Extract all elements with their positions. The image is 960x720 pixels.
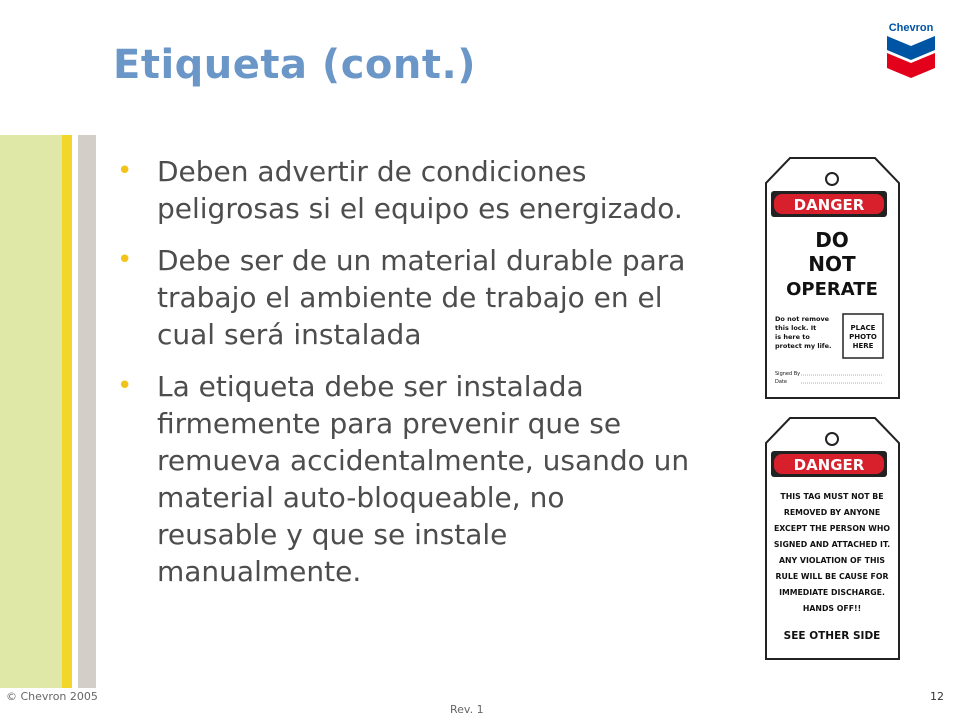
bullet-line: reusable y que se instale — [157, 518, 508, 551]
left-decor-gray-stripe — [78, 135, 96, 688]
tag-note-line: is here to — [775, 333, 810, 341]
tag-message-line: RULE WILL BE CAUSE FOR — [775, 572, 889, 581]
tag-main-line: OPERATE — [786, 279, 878, 300]
bullet-line: trabajo el ambiente de trabajo en el — [157, 281, 663, 314]
tag-message-line: ANY VIOLATION OF THIS — [779, 556, 885, 565]
photo-box-line: PHOTO — [849, 333, 877, 341]
bullet-line: La etiqueta debe ser instalada — [157, 370, 584, 403]
tag-main-line: DO — [815, 228, 849, 252]
footer-copyright: © Chevron 2005 — [6, 690, 98, 703]
tag-main-line: NOT — [808, 252, 856, 276]
bullet-dot-icon: • — [117, 245, 133, 275]
tag-message-line: HANDS OFF!! — [802, 604, 862, 613]
tag-message-line: IMMEDIATE DISCHARGE. — [779, 588, 885, 597]
slide-title: Etiqueta (cont.) — [113, 42, 476, 88]
tag-note-line: Do not remove — [775, 315, 830, 323]
danger-hands-off-tag — [765, 417, 900, 660]
bullet-list — [115, 153, 765, 605]
tag-danger-header: DANGER — [793, 456, 865, 474]
danger-do-not-operate-tag — [765, 157, 900, 399]
logo-text: Chevron — [888, 22, 934, 34]
left-decor-yellow-stripe — [62, 135, 72, 688]
tag-footer-text: SEE OTHER SIDE — [783, 630, 881, 642]
tag-message-line: EXCEPT THE PERSON WHO — [773, 524, 891, 533]
tag-message-line: SIGNED AND ATTACHED IT. — [773, 540, 891, 549]
bullet-dot-icon: • — [117, 156, 133, 186]
tag-note-line: protect my life. — [775, 342, 832, 350]
photo-box-line: PLACE — [850, 324, 876, 332]
bullet-dot-icon: • — [117, 371, 133, 401]
bullet-line: remueva accidentalmente, usando un — [157, 444, 690, 477]
date-label: Date — [775, 379, 787, 385]
chevron-logo-icon — [882, 20, 940, 82]
bullet-line: cual será instalada — [157, 318, 422, 351]
tag-note-line: this lock. It — [775, 324, 817, 332]
bullet-line: Debe ser de un material durable para — [157, 244, 686, 277]
bullet-line: Deben advertir de condiciones — [157, 155, 587, 188]
left-decor-green-stripe — [0, 135, 62, 688]
bullet-line: material auto-bloqueable, no — [157, 481, 565, 514]
bullet-line: peligrosas si el equipo es energizado. — [157, 192, 683, 225]
tag-message-line: THIS TAG MUST NOT BE — [780, 492, 884, 501]
footer-revision: Rev. 1 — [450, 703, 484, 716]
footer-page-number: 12 — [930, 690, 944, 703]
tag-message-line: REMOVED BY ANYONE — [783, 508, 881, 517]
photo-box-line: HERE — [852, 342, 874, 350]
signed-by-label: Signed By — [775, 371, 801, 377]
bullet-item — [115, 368, 765, 590]
tag-danger-header: DANGER — [793, 196, 865, 214]
bullet-line: firmemente para prevenir que se — [157, 407, 622, 440]
bullet-line: manualmente. — [157, 555, 362, 588]
bullet-item — [115, 153, 765, 227]
bullet-item — [115, 242, 765, 353]
